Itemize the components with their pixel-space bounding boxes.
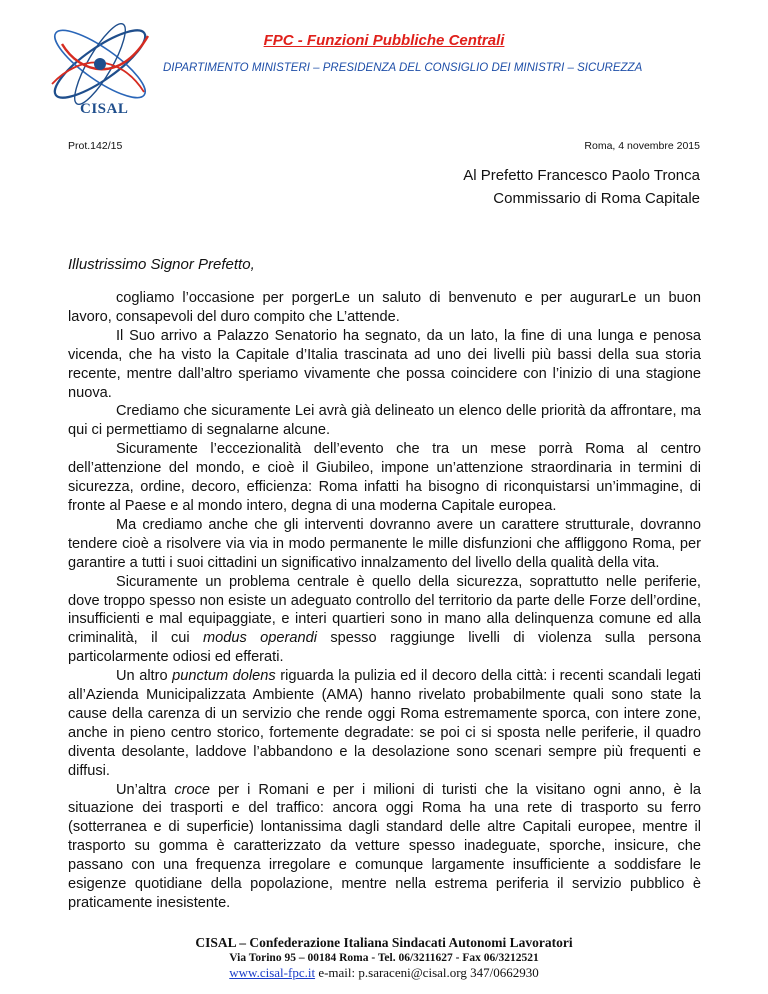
body-paragraph: Un altro punctum dolens riguarda la pulizia ed il decoro della città: i recenti scandali legati all’Azienda Municipalizzata Ambiente (AMA) hanno rivelato probabilmente quali sono state la cause della carenza di un servizio che rende oggi Roma estremamente sporca, con intere zone, anche in pieno centro storico, fortemente degradate: se poi ci si sposta nelle periferie, il quadro diventa desolante, laddove l’abbandono e la desolazione sono scenari sempre più frequenti e diffusi.	[68, 668, 701, 779]
body-paragraph: Il Suo arrivo a Palazzo Senatorio ha segnato, da un lato, la fine di una lunga e penosa vicenda, che ha visto la Capitale d’Italia trascinata ad uno dei livelli più bassi della sua storia recente, mentre dall’altro speriamo vivamente che possa coincidere con l’inizio di una stagione nuova.	[68, 327, 701, 401]
org-title: FPC - Funzioni Pubbliche Centrali	[263, 32, 505, 49]
logo-text: CISAL	[80, 101, 129, 117]
footer-contacts	[0, 965, 768, 981]
body-paragraph: Crediamo che sicuramente Lei avrà già delineato un elenco delle priorità da affrontare, ma qui ci permettiamo di segnalarne alcune.	[68, 403, 701, 439]
protocol-number: Prot.142/15	[68, 140, 123, 152]
website-link[interactable]: www.cisal-fpc.it	[229, 965, 316, 980]
body-paragraph: Un’altra croce per i Romani e per i milioni di turisti che la visitano ogni anno, è la situazione dei trasporti e del traffico: ancora oggi Roma ha una rete di trasporto su ferro (sotterranea e di superficie) lontanissima dagli standard delle altre Capitali europee, mentre il trasporto su gomma è caratterizzato da vetture spesso inadeguate, sporche, insicure, che passano con una frequenza irregolare e comunque largamente insufficiente a soddisfare le esigenze quotidiane della popolazione, mentre nella estrema periferia il servizio pubblico è praticamente inesistente.	[68, 781, 701, 911]
department-line: DIPARTIMENTO MINISTERI – PRESIDENZA DEL CONSIGLIO DEI MINISTRI – SICUREZZA	[163, 62, 643, 74]
body-paragraph: Sicuramente l’eccezionalità dell’evento che tra un mese porrà Roma al centro dell’attenzione del mondo, e cioè il Giubileo, impone un’attenzione straordinaria in termini di sicurezza, ordine, decoro, efficienza: Roma infatti ha bisogno di riconquistarsi un’immagine, di fronte al Paese e al mondo intero, degna di una moderna Capitale europea.	[68, 441, 701, 514]
recipient-block	[463, 164, 700, 210]
footer-address: Via Torino 95 – 00184 Roma - Tel. 06/3211627 - Fax 06/3212521	[229, 952, 539, 964]
footer	[0, 935, 768, 981]
body-paragraph: Ma crediamo anche che gli interventi dovranno avere un carattere strutturale, dovranno tendere cioè a risolvere via via in modo permanente le mille disfunzioni che affliggono Roma, per garantire a tutti i suoi cittadini un significativo innalzamento del livello della qualità della vita.	[68, 516, 701, 571]
footer-org-name: CISAL – Confederazione Italiana Sindacati Autonomi Lavoratori	[195, 935, 573, 950]
footer-email: e-mail: p.saraceni@cisal.org 347/0662930	[315, 965, 539, 980]
body-paragraph: Sicuramente un problema centrale è quello della sicurezza, soprattutto nelle periferie, dove troppo spesso non esiste un adeguato controllo del territorio da parte delle Forze dell’ordine, insufficienti e mal equipaggiate, e interi quartieri sono in mano alla delinquenza comune ed alla criminalità, il cui modus operandi spesso raggiunge livelli di violenza sulla persona particolarmente odiosi ed efferati.	[68, 573, 701, 666]
recipient-line-2: Commissario di Roma Capitale	[493, 190, 700, 207]
letter-date: Roma, 4 novembre 2015	[584, 140, 700, 152]
letter-body	[68, 289, 701, 913]
salutation: Illustrissimo Signor Prefetto,	[68, 256, 255, 273]
recipient-line-1: Al Prefetto Francesco Paolo Tronca	[463, 167, 700, 184]
body-paragraph: cogliamo l’occasione per porgerLe un saluto di benvenuto e per augurarLe un buon lavoro, consapevoli del duro compito che L’attende.	[68, 290, 701, 325]
